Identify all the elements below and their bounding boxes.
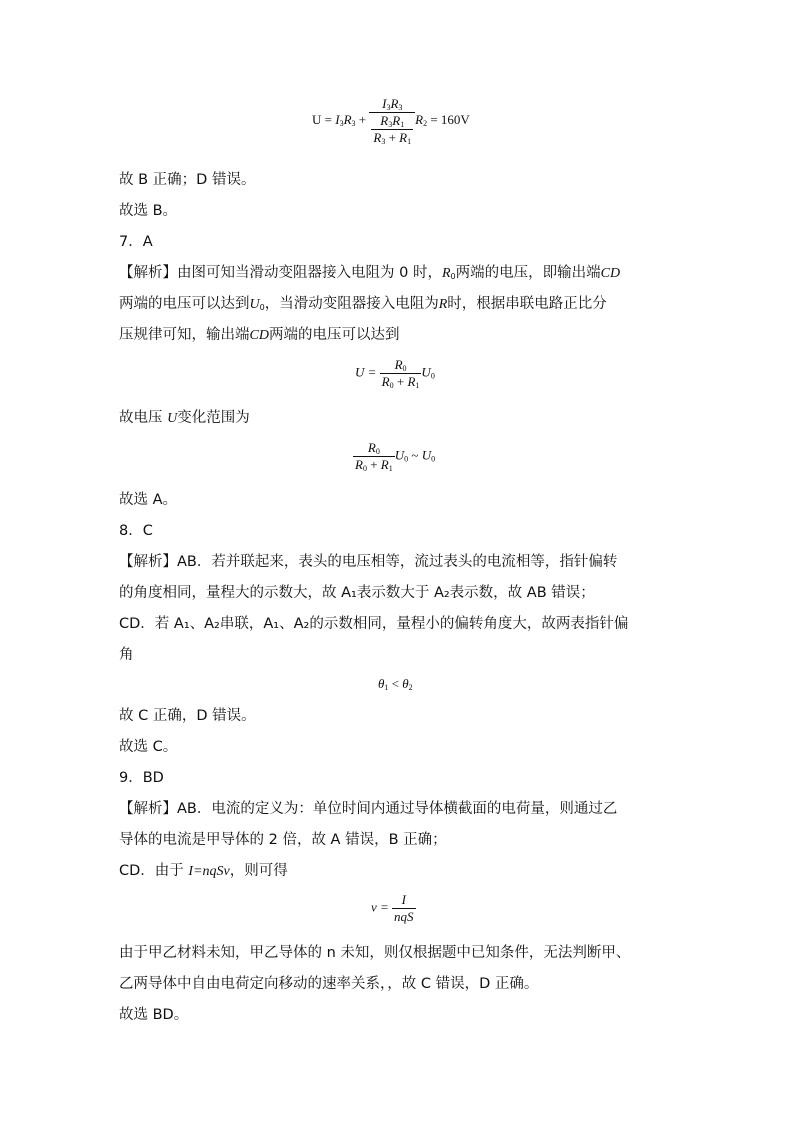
text-line: 故选 BD。 [119, 1007, 189, 1023]
answer-heading-7: 7．A [119, 234, 153, 250]
text-line: 【解析】由图可知当滑动变阻器接入电阻为 0 时，$R_0$两端的电压，即输出端CD [119, 265, 621, 281]
formula-output-voltage: U = $\frac{R_0}{R_0 + R_1}$ $U_0$ [355, 357, 435, 390]
text-line: 故选 A。 [119, 492, 178, 508]
text-line: 【解析】AB．电流的定义为：单位时间内通过导体横截面的电荷量，则通过乙 [119, 801, 618, 817]
answer-heading-8: 8．C [119, 523, 153, 539]
text-line: CD．由于 I=nqSv，则可得 [119, 863, 288, 879]
formula-angle-compare: $\theta_1 < \theta_2$ [378, 676, 413, 692]
formula-voltage-160v: $U = I_3R_3$ + $\frac{I_3R_3}{\frac{R_3R_1}{R_3 + R_1}}$ $R_2 = 160V$ [312, 96, 470, 146]
formula-voltage-range: $\frac{R_0}{R_0 + R_1}$ $U_0$ ~ $U_0$ [355, 440, 436, 473]
text-line: 由于甲乙材料未知，甲乙导体的 n 未知，则仅根据题中已知条件，无法判断甲、 [119, 945, 631, 961]
text-line: 故电压 U变化范围为 [119, 410, 250, 426]
text-line: CD．若 A₁、A₂串联，A₁、A₂的示数相同，量程小的偏转角度大，故两表指针偏 [119, 616, 629, 632]
text-line: 故 C 正确，D 错误。 [119, 708, 256, 724]
text-line: 乙两导体中自由电荷定向移动的速率关系，，故 C 错误，D 正确。 [119, 976, 539, 992]
compound-fraction: $\frac{I_3R_3}{\frac{R_3R_1}{R_3 + R_1}}$ [369, 96, 415, 146]
text-line: 【解析】AB．若并联起来，表头的电压相等，流过表头的电流相等，指针偏转 [119, 554, 618, 570]
text-line: 故 B 正确；D 错误。 [119, 172, 256, 188]
formula-drift-velocity: v = $\frac{I}{\text{nqS}}$ [371, 892, 414, 924]
text-line: 角 [119, 647, 134, 663]
text-line: 压规律可知，输出端CD两端的电压可以达到 [119, 327, 400, 343]
text-line: 故选 C。 [119, 739, 178, 755]
text-line: 两端的电压可以达到$U_0$，当滑动变阻器接入电阻为R时，根据串联电路正比分 [119, 296, 607, 312]
text-line: 导体的电流是甲导体的 2 倍，故 A 错误，B 正确； [119, 832, 447, 848]
text-line: 的角度相同，量程大的示数大，故 A₁表示数大于 A₂表示数，故 AB 错误； [119, 585, 595, 601]
answer-heading-9: 9．BD [119, 770, 164, 786]
text-line: 故选 B。 [119, 203, 178, 219]
